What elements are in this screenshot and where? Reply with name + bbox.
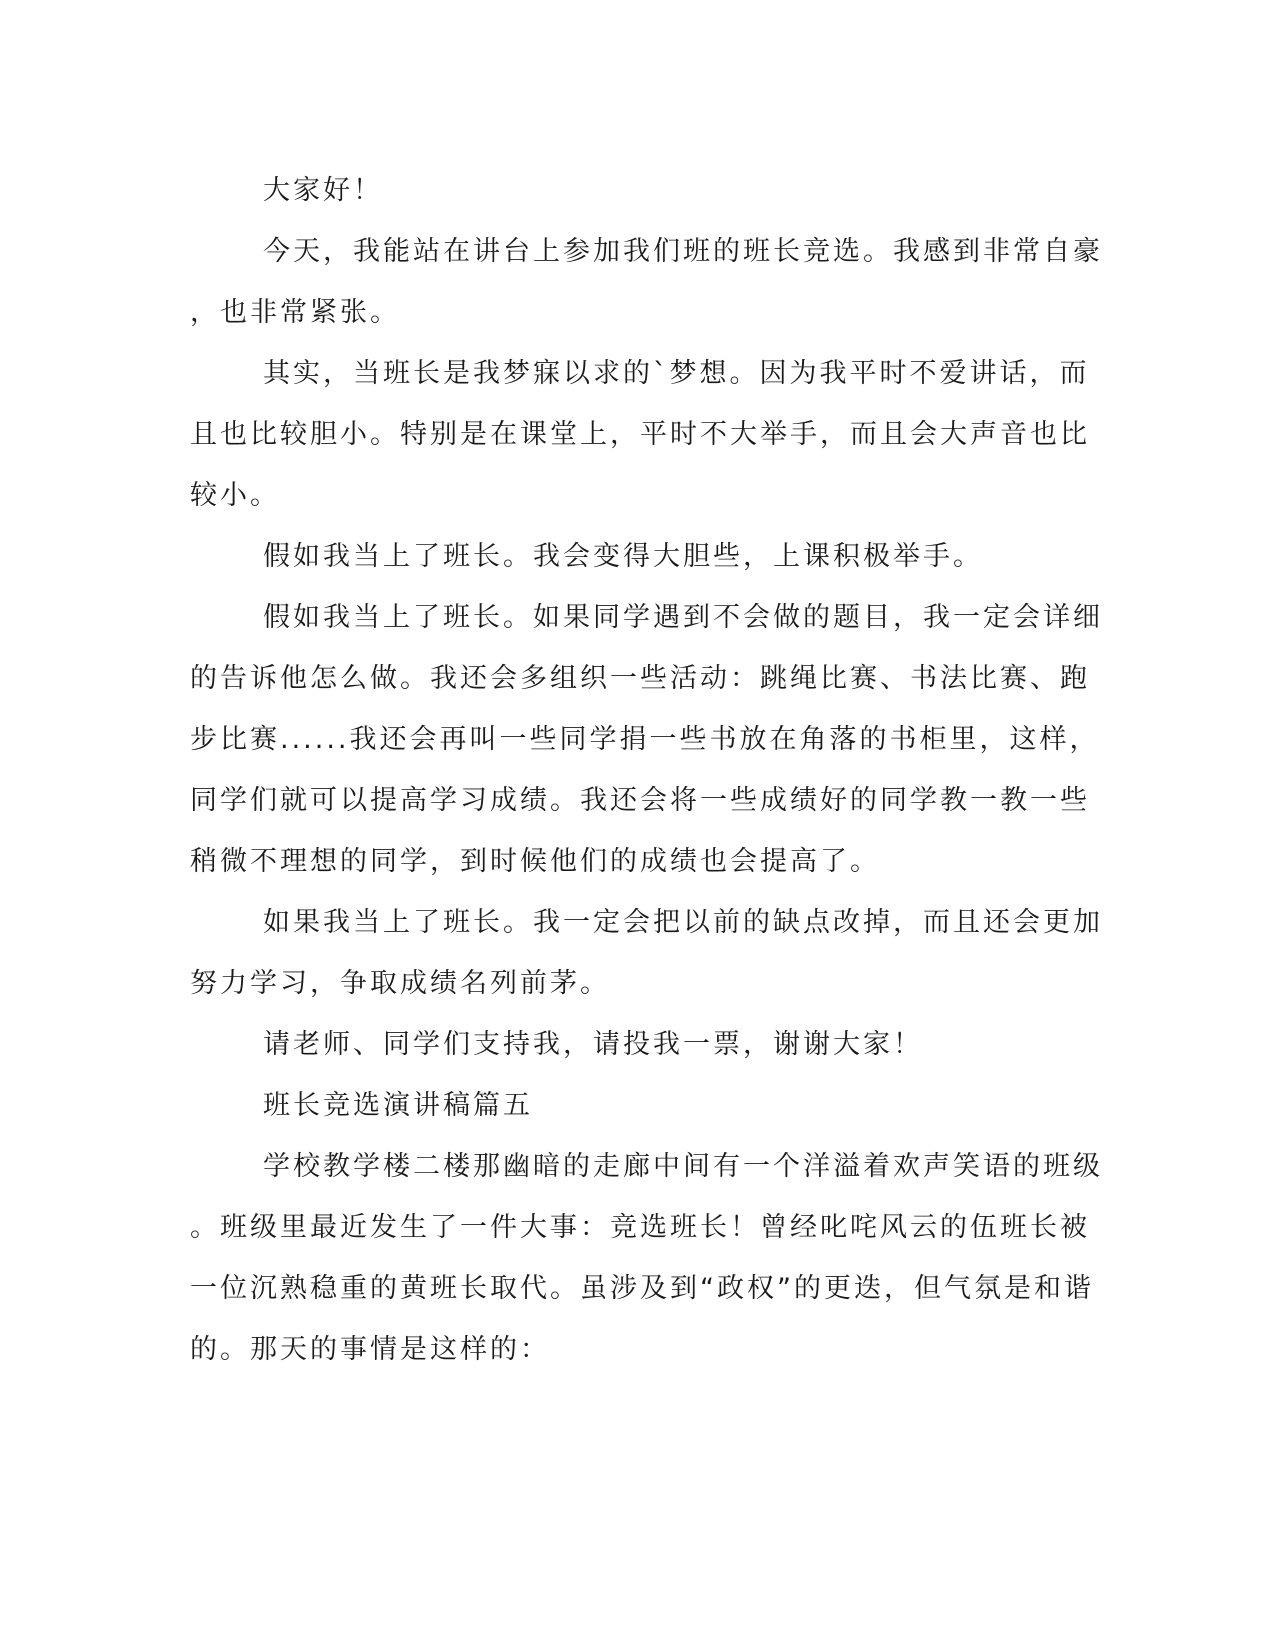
text-line: 今天，我能站在讲台上参加我们班的班长竞选。我感到非常自豪 — [263, 236, 1103, 267]
text-line: 学校教学楼二楼那幽暗的走廊中间有一个洋溢着欢声笑语的班级 — [263, 1151, 1103, 1182]
text-line: 同学们就可以提高学习成绩。我还会将一些成绩好的同学教一教一些 — [190, 785, 1090, 816]
text-line: 一位沉熟稳重的黄班长取代。虽涉及到“政权”的更迭，但气氛是和谐 — [190, 1273, 1094, 1304]
document-body — [190, 160, 1103, 1380]
text-line: 假如我当上了班长。我会变得大胆些，上课积极举手。 — [263, 541, 983, 572]
text-line: ，也非常紧张。 — [190, 297, 400, 328]
text-line: 假如我当上了班长。如果同学遇到不会做的题目，我一定会详细 — [263, 602, 1103, 633]
text-line: 的。那天的事情是这样的： — [190, 1334, 550, 1365]
text-line: 较小。 — [190, 480, 280, 511]
text-line: 其实，当班长是我梦寐以求的`梦想。因为我平时不爱讲话，而 — [263, 358, 1090, 389]
text-line: 且也比较胆小。特别是在课堂上，平时不大举手，而且会大声音也比 — [190, 419, 1090, 450]
text-line: 的告诉他怎么做。我还会多组织一些活动：跳绳比赛、书法比赛、跑 — [190, 663, 1090, 694]
text-line: 如果我当上了班长。我一定会把以前的缺点改掉，而且还会更加 — [263, 907, 1103, 938]
text-line: 。班级里最近发生了一件大事：竞选班长！曾经叱咤风云的伍班长被 — [190, 1212, 1090, 1243]
text-line: 稍微不理想的同学，到时候他们的成绩也会提高了。 — [190, 846, 880, 877]
text-line: 请老师、同学们支持我，请投我一票，谢谢大家！ — [263, 1029, 923, 1060]
text-line: 努力学习，争取成绩名列前茅。 — [190, 968, 610, 999]
section-heading: 班长竞选演讲稿篇五 — [263, 1090, 533, 1121]
text-line: 大家好！ — [263, 175, 383, 206]
text-line: 步比赛......我还会再叫一些同学捐一些书放在角落的书柜里，这样， — [190, 724, 1100, 755]
